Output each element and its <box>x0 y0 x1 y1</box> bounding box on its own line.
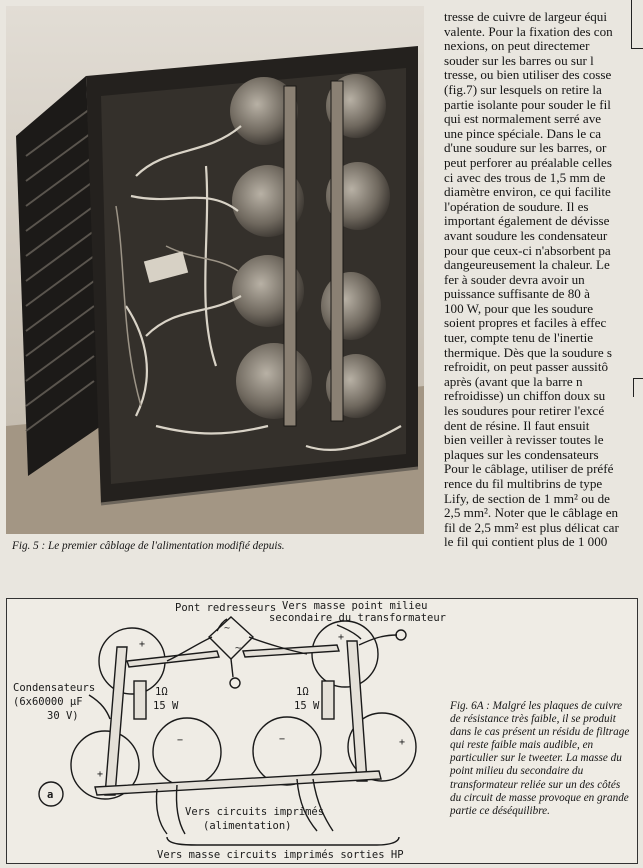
text-line: Lify, de section de 1 mm² ou de <box>444 490 610 506</box>
text-line: une pince spéciale. Dans le ca <box>444 125 602 141</box>
figure-letter: a <box>47 789 54 801</box>
label-circuits-1: Vers circuits imprimés <box>185 806 325 818</box>
text-line: tuer, compte tenu de l'inertie <box>444 330 594 346</box>
text-line: thermique. Dès que la soudure s <box>444 344 612 360</box>
label-res-left-1: 1Ω <box>155 686 168 698</box>
polarity-mark: + <box>97 769 104 780</box>
polarity-mark: + <box>399 737 406 748</box>
text-line: l'opération de soudure. Il es <box>444 198 589 214</box>
text-line: Pour le câblage, utiliser de préfé <box>444 461 614 477</box>
label-condensateurs-3: 30 V) <box>47 710 79 722</box>
label-circuits-2: (alimentation) <box>203 820 292 832</box>
text-line: après (avant que la barre n <box>444 373 583 389</box>
text-line: nexions, on peut directemer <box>444 38 590 54</box>
capacitor-top-right <box>312 621 378 687</box>
resistor-left <box>134 681 146 719</box>
text-line: ci avec des trous de 1,5 mm de <box>444 169 606 185</box>
label-res-right-1: 1Ω <box>296 686 309 698</box>
text-line: refroidit, on peut passer aussitô <box>444 359 608 375</box>
text-line: dangeureusement la chaleur. Le <box>444 257 610 273</box>
article-text-column <box>444 10 643 585</box>
text-line: tresse, ou bien utiliser des cosse <box>444 67 612 83</box>
text-line: important également de dévisse <box>444 213 610 229</box>
text-line: plaques sur les condensateurs <box>444 446 599 462</box>
label-res-right-2: 15 W <box>294 700 320 712</box>
text-line: avant soudure les condensateur <box>444 227 608 243</box>
polarity-mark: ~ <box>235 643 242 654</box>
text-line: d'une soudure sur les barres, or <box>444 140 607 156</box>
text-line: refroidisse) un chiffon doux su <box>444 388 606 404</box>
polarity-mark: − <box>177 735 184 746</box>
text-line: les soudures pour retirer l'excé <box>444 403 605 419</box>
label-masse-bottom: Vers masse circuits imprimés sorties HP <box>157 849 404 861</box>
figure-5-photo <box>6 6 424 534</box>
figure-5-caption: Fig. 5 : Le premier câblage de l'alimentation modifié depuis. <box>12 540 285 552</box>
text-line: le fil qui contient plus de 1 000 <box>444 534 608 550</box>
text-line: diamètre environ, ce qui facilite <box>444 184 611 200</box>
text-line: soient propres et faciles à effec <box>444 315 607 331</box>
capacitor-bottom-left <box>153 718 221 786</box>
text-line: peut perforer au préalable celles <box>444 154 612 170</box>
polarity-mark: + <box>139 639 146 650</box>
figure-6a-caption: Fig. 6A : Malgré les plaques de cuivre de résistance très faible, il se produit dans le cas présent un résidu de filtrage qui reste faible mais audible, en particulier sur le tweeter. La masse du point milieu du secondaire du transformateur reliée sur un des côtés du circuit de masse provoque en grande partie ce déséquilibre. <box>450 700 630 817</box>
text-line: qui est normalement serré ave <box>444 111 602 127</box>
text-line: fer à souder devra avoir un <box>444 271 585 287</box>
text-line: pour que ceux-ci n'absorbent pa <box>444 242 611 258</box>
text-line: rence du fil multibrins de type <box>444 476 603 491</box>
text-line: valente. Pour la fixation des con <box>444 23 613 39</box>
text-line: tresse de cuivre de largeur équi <box>444 10 607 24</box>
label-condensateurs-1: Condensateurs <box>13 682 96 694</box>
text-line: souder sur les barres ou sur l <box>444 52 594 68</box>
text-line: bien veiller à revisser toutes le <box>444 432 604 448</box>
text-line: 100 W, pour que les soudure <box>444 300 594 316</box>
label-masse-top-1: Vers masse point milieu <box>282 600 428 612</box>
text-line: fil de 2,5 mm² est plus délicat car <box>444 519 619 535</box>
text-line: (fig.7) sur lesquels on retire la <box>444 81 602 97</box>
resistor-right <box>322 681 334 719</box>
label-masse-top-2: secondaire du transformateur <box>269 612 447 624</box>
polarity-mark: + <box>338 632 345 643</box>
text-line: partie isolante pour souder le fil <box>444 96 611 112</box>
label-condensateurs-2: (6x60000 µF <box>13 696 83 708</box>
text-line: dent de résine. Il faut ensuit <box>444 417 590 433</box>
polarity-mark: ~ <box>224 623 231 634</box>
label-pont: Pont redresseurs <box>175 602 277 614</box>
text-line: puissance suffisante de 80 à <box>444 286 590 302</box>
polarity-mark: − <box>279 734 286 745</box>
label-res-left-2: 15 W <box>153 700 179 712</box>
text-line: 2,5 mm². Noter que le câblage en <box>444 505 619 521</box>
